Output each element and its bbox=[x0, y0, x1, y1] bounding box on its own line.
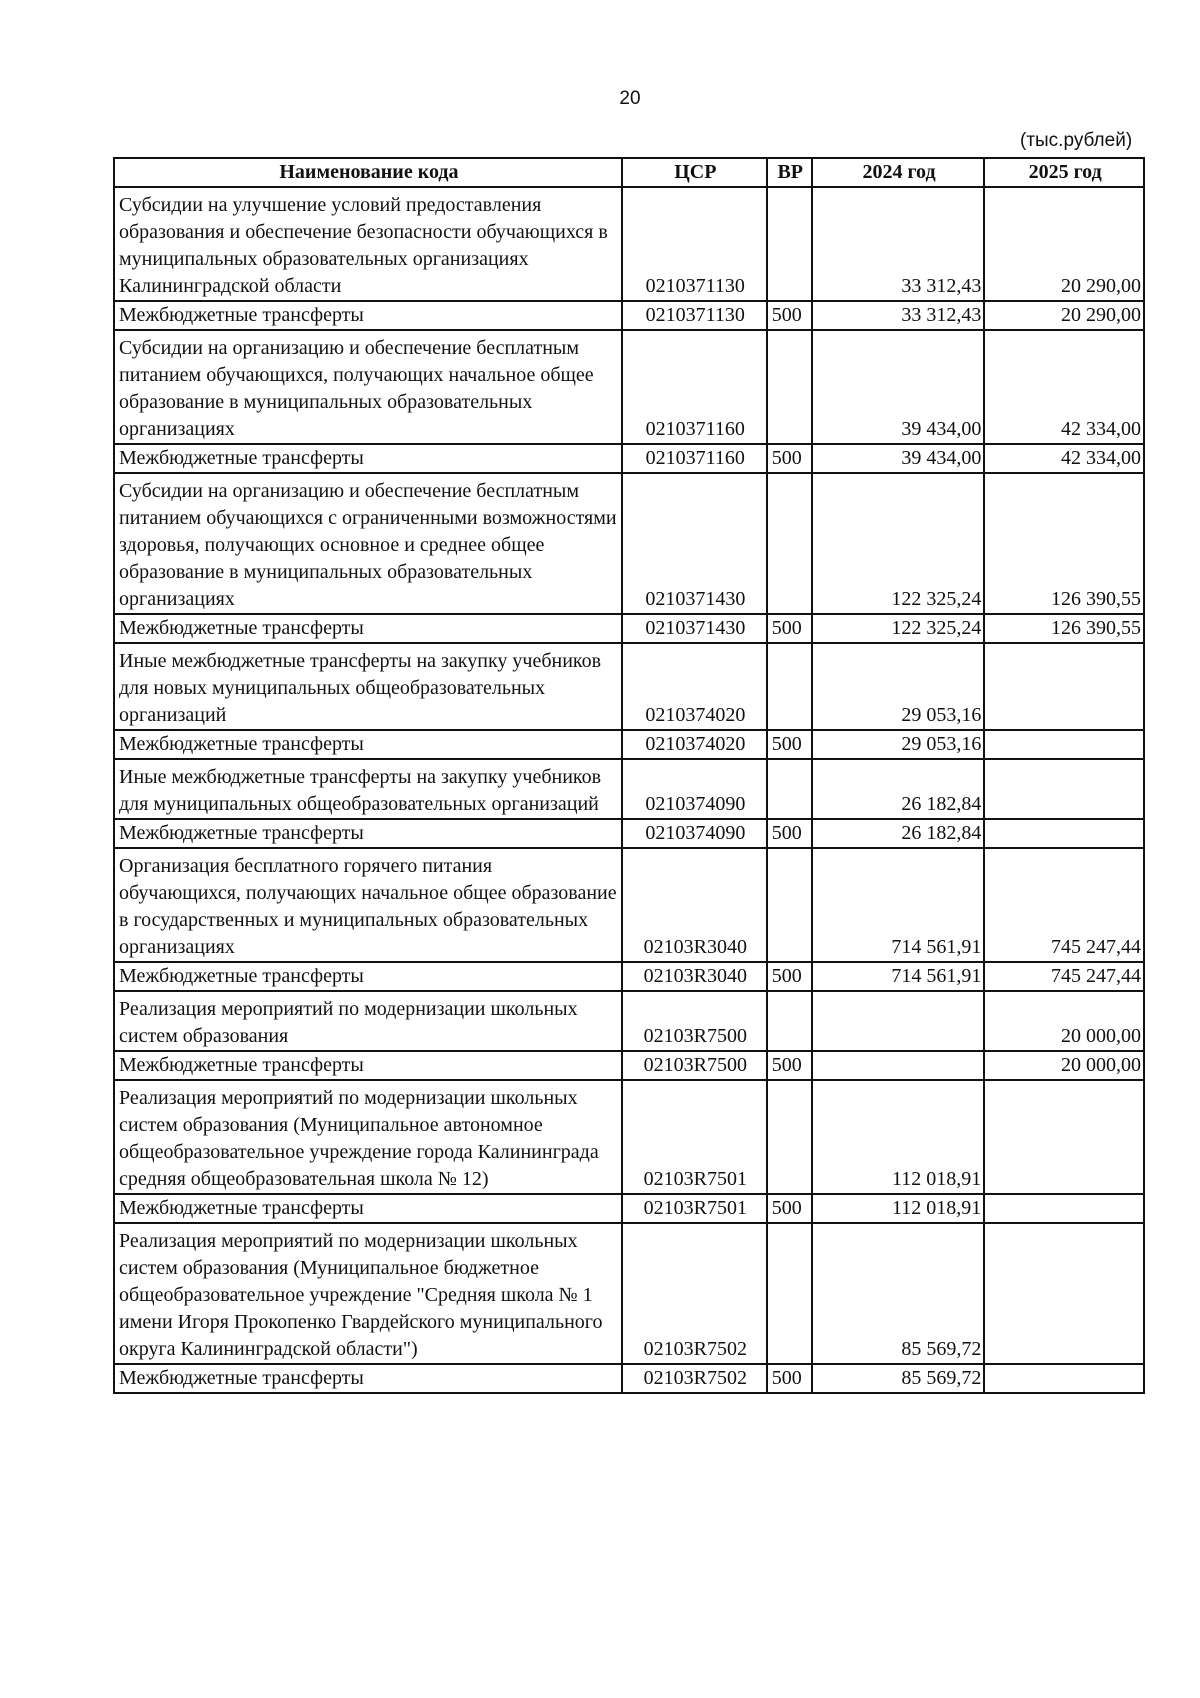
table-body bbox=[114, 187, 1144, 1393]
cell-csr: 0210374020 bbox=[622, 643, 767, 730]
cell-name: Реализация мероприятий по модернизации школьных систем образования bbox=[114, 991, 622, 1051]
cell-vr bbox=[767, 759, 812, 819]
cell-vr: 500 bbox=[767, 1194, 812, 1223]
cell-2025: 745 247,44 bbox=[984, 962, 1144, 991]
table-row bbox=[114, 1080, 1144, 1194]
table-row bbox=[114, 730, 1144, 759]
table-row bbox=[114, 848, 1144, 962]
table-row bbox=[114, 1051, 1144, 1080]
cell-2024: 714 561,91 bbox=[812, 962, 985, 991]
header-2024: 2024 год bbox=[812, 158, 985, 187]
cell-vr: 500 bbox=[767, 301, 812, 330]
cell-vr bbox=[767, 1080, 812, 1194]
cell-vr: 500 bbox=[767, 1051, 812, 1080]
budget-table bbox=[113, 157, 1145, 1394]
cell-csr: 0210371130 bbox=[622, 187, 767, 301]
cell-2024: 112 018,91 bbox=[812, 1194, 985, 1223]
cell-2025: 20 000,00 bbox=[984, 991, 1144, 1051]
table-row bbox=[114, 444, 1144, 473]
table-row bbox=[114, 643, 1144, 730]
cell-2024 bbox=[812, 1051, 985, 1080]
cell-name: Межбюджетные трансферты bbox=[114, 444, 622, 473]
cell-2024: 39 434,00 bbox=[812, 444, 985, 473]
cell-csr: 0210371130 bbox=[622, 301, 767, 330]
cell-csr: 0210374090 bbox=[622, 759, 767, 819]
cell-csr: 02103R7501 bbox=[622, 1080, 767, 1194]
table-row bbox=[114, 819, 1144, 848]
cell-vr bbox=[767, 1223, 812, 1364]
table-row bbox=[114, 473, 1144, 614]
cell-name: Межбюджетные трансферты bbox=[114, 730, 622, 759]
cell-name: Реализация мероприятий по модернизации школьных систем образования (Муниципальное автономное общеобразовательное учреждение города Калининграда средняя общеобразовательная школа № 12) bbox=[114, 1080, 622, 1194]
cell-2024: 26 182,84 bbox=[812, 819, 985, 848]
table-row bbox=[114, 614, 1144, 643]
cell-vr bbox=[767, 643, 812, 730]
cell-2024: 85 569,72 bbox=[812, 1223, 985, 1364]
cell-2025: 20 290,00 bbox=[984, 301, 1144, 330]
cell-2024: 33 312,43 bbox=[812, 187, 985, 301]
cell-2024: 29 053,16 bbox=[812, 730, 985, 759]
cell-2025: 745 247,44 bbox=[984, 848, 1144, 962]
cell-name: Субсидии на организацию и обеспечение бесплатным питанием обучающихся, получающих начальное общее образование в муниципальных образовательных организациях bbox=[114, 330, 622, 444]
header-csr: ЦСР bbox=[622, 158, 767, 187]
cell-csr: 02103R3040 bbox=[622, 848, 767, 962]
cell-2025: 20 290,00 bbox=[984, 187, 1144, 301]
cell-csr: 02103R7502 bbox=[622, 1364, 767, 1393]
cell-2025 bbox=[984, 819, 1144, 848]
cell-2024: 29 053,16 bbox=[812, 643, 985, 730]
cell-csr: 02103R7502 bbox=[622, 1223, 767, 1364]
cell-2024 bbox=[812, 991, 985, 1051]
cell-csr: 02103R7500 bbox=[622, 1051, 767, 1080]
cell-name: Межбюджетные трансферты bbox=[114, 1194, 622, 1223]
cell-vr: 500 bbox=[767, 962, 812, 991]
table-row bbox=[114, 301, 1144, 330]
cell-csr: 0210371430 bbox=[622, 614, 767, 643]
cell-csr: 02103R7501 bbox=[622, 1194, 767, 1223]
header-vr: ВР bbox=[767, 158, 812, 187]
cell-vr: 500 bbox=[767, 1364, 812, 1393]
cell-name: Субсидии на улучшение условий предоставления образования и обеспечение безопасности обучающихся в муниципальных образовательных организациях Калининградской области bbox=[114, 187, 622, 301]
table-row bbox=[114, 187, 1144, 301]
cell-2024: 26 182,84 bbox=[812, 759, 985, 819]
table-row bbox=[114, 991, 1144, 1051]
cell-2025 bbox=[984, 1223, 1144, 1364]
cell-name: Межбюджетные трансферты bbox=[114, 614, 622, 643]
cell-2025 bbox=[984, 1080, 1144, 1194]
cell-2025: 126 390,55 bbox=[984, 614, 1144, 643]
cell-vr bbox=[767, 187, 812, 301]
table-row bbox=[114, 1223, 1144, 1364]
table-row bbox=[114, 1364, 1144, 1393]
cell-vr: 500 bbox=[767, 444, 812, 473]
cell-csr: 0210371160 bbox=[622, 330, 767, 444]
cell-vr bbox=[767, 848, 812, 962]
cell-2024: 714 561,91 bbox=[812, 848, 985, 962]
cell-2025 bbox=[984, 1194, 1144, 1223]
cell-csr: 0210371430 bbox=[622, 473, 767, 614]
cell-vr: 500 bbox=[767, 819, 812, 848]
units-label: (тыс.рублей) bbox=[1020, 130, 1133, 151]
cell-2024: 122 325,24 bbox=[812, 473, 985, 614]
cell-2025: 42 334,00 bbox=[984, 330, 1144, 444]
cell-name: Иные межбюджетные трансферты на закупку учебников для новых муниципальных общеобразовательных организаций bbox=[114, 643, 622, 730]
cell-2025: 20 000,00 bbox=[984, 1051, 1144, 1080]
cell-vr bbox=[767, 330, 812, 444]
cell-name: Межбюджетные трансферты bbox=[114, 1051, 622, 1080]
cell-2024: 122 325,24 bbox=[812, 614, 985, 643]
cell-2025: 126 390,55 bbox=[984, 473, 1144, 614]
cell-csr: 02103R7500 bbox=[622, 991, 767, 1051]
cell-name: Межбюджетные трансферты bbox=[114, 1364, 622, 1393]
cell-csr: 0210374090 bbox=[622, 819, 767, 848]
cell-csr: 0210374020 bbox=[622, 730, 767, 759]
cell-csr: 02103R3040 bbox=[622, 962, 767, 991]
table-header-row bbox=[114, 158, 1144, 187]
cell-2025 bbox=[984, 759, 1144, 819]
cell-name: Организация бесплатного горячего питания обучающихся, получающих начальное общее образование в государственных и муниципальных образовательных организациях bbox=[114, 848, 622, 962]
cell-name: Иные межбюджетные трансферты на закупку учебников для муниципальных общеобразовательных организаций bbox=[114, 759, 622, 819]
cell-2025: 42 334,00 bbox=[984, 444, 1144, 473]
header-2025: 2025 год bbox=[984, 158, 1144, 187]
cell-vr bbox=[767, 991, 812, 1051]
table-row bbox=[114, 759, 1144, 819]
cell-name: Межбюджетные трансферты bbox=[114, 962, 622, 991]
cell-2024: 33 312,43 bbox=[812, 301, 985, 330]
cell-vr: 500 bbox=[767, 730, 812, 759]
header-name: Наименование кода bbox=[114, 158, 622, 187]
cell-2025 bbox=[984, 643, 1144, 730]
cell-vr: 500 bbox=[767, 614, 812, 643]
cell-2024: 85 569,72 bbox=[812, 1364, 985, 1393]
table-row bbox=[114, 330, 1144, 444]
cell-2025 bbox=[984, 1364, 1144, 1393]
cell-csr: 0210371160 bbox=[622, 444, 767, 473]
cell-name: Межбюджетные трансферты bbox=[114, 301, 622, 330]
table-row bbox=[114, 1194, 1144, 1223]
cell-2024: 112 018,91 bbox=[812, 1080, 985, 1194]
cell-name: Реализация мероприятий по модернизации школьных систем образования (Муниципальное бюджетное общеобразовательное учреждение "Средняя школа № 1 имени Игоря Прокопенко Гвардейского муниципального округа Калининградской области") bbox=[114, 1223, 622, 1364]
cell-2025 bbox=[984, 730, 1144, 759]
cell-vr bbox=[767, 473, 812, 614]
cell-name: Субсидии на организацию и обеспечение бесплатным питанием обучающихся с ограниченными возможностями здоровья, получающих основное и среднее общее образование в муниципальных образовательных организациях bbox=[114, 473, 622, 614]
table-row bbox=[114, 962, 1144, 991]
cell-2024: 39 434,00 bbox=[812, 330, 985, 444]
page-number: 20 bbox=[619, 88, 641, 109]
cell-name: Межбюджетные трансферты bbox=[114, 819, 622, 848]
